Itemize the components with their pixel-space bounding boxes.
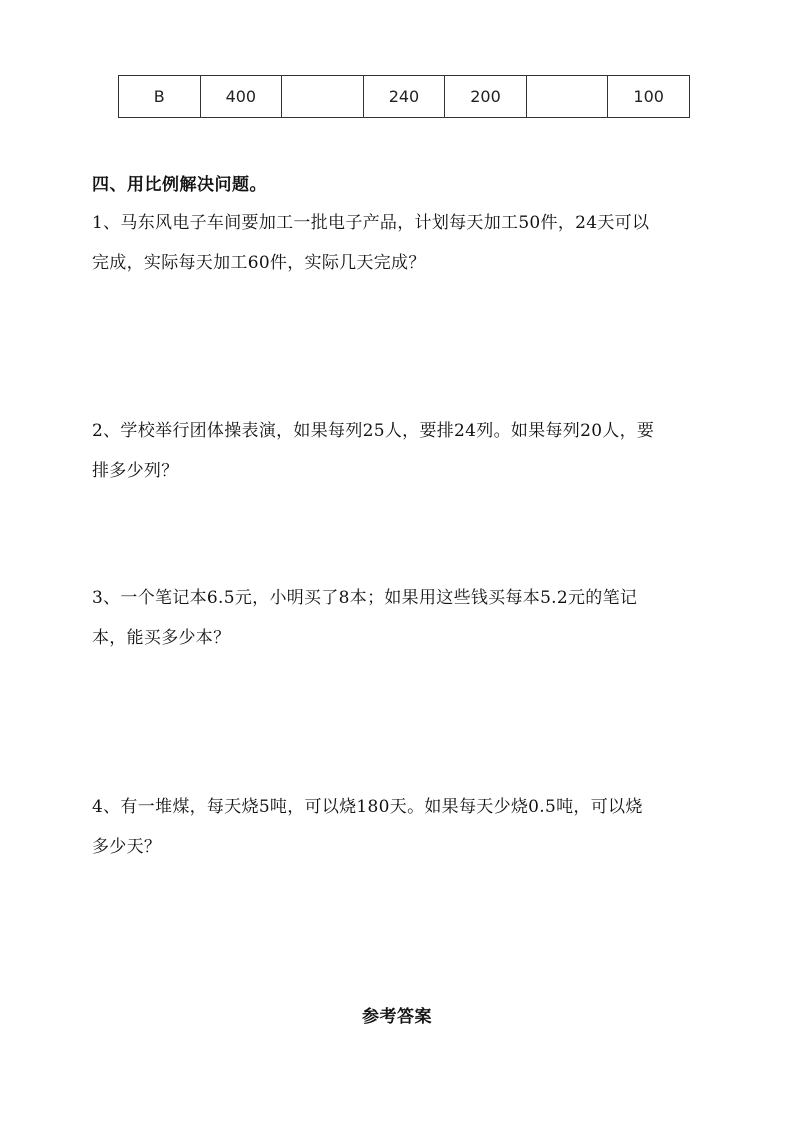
table-cell [526, 76, 608, 118]
question-2 [92, 411, 712, 491]
section-title: 四、用比例解决问题。 [92, 175, 267, 195]
data-table [118, 75, 690, 118]
question-line: 多少天？ [92, 837, 162, 857]
question-line: 3、一个笔记本6.5元，小明买了8本；如果用这些钱买每本5.2元的笔记 [92, 588, 638, 608]
table-row [119, 76, 690, 118]
question-line: 1、马东风电子车间要加工一批电子产品，计划每天加工50件，24天可以 [92, 213, 650, 233]
table-cell: 400 [200, 76, 282, 118]
question-line: 2、学校举行团体操表演，如果每列25人，要排24列。如果每列20人，要 [92, 421, 655, 441]
table-cell: 240 [363, 76, 445, 118]
table-cell: B [119, 76, 201, 118]
question-4 [92, 787, 712, 867]
question-line: 排多少列？ [92, 461, 179, 481]
question-line: 完成，实际每天加工60件，实际几天完成？ [92, 253, 426, 273]
answer-section-title: 参考答案 [362, 1007, 432, 1027]
question-3 [92, 578, 712, 658]
table-cell: 200 [445, 76, 527, 118]
question-line: 本，能买多少本？ [92, 628, 231, 648]
question-line: 4、有一堆煤，每天烧5吨，可以烧180天。如果每天少烧0.5吨，可以烧 [92, 797, 643, 817]
question-1 [92, 203, 712, 283]
table-cell: 100 [608, 76, 690, 118]
table-cell [282, 76, 364, 118]
